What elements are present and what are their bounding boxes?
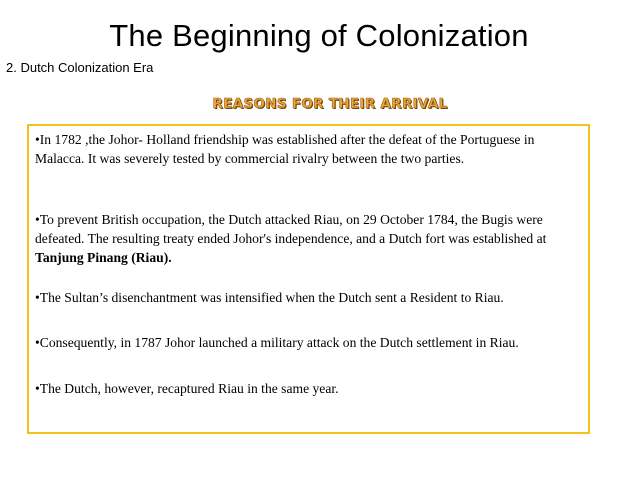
bullet-item [35,379,580,398]
bullet-text: The Sultan’s disenchantment was intensified when the Dutch sent a Resident to Riau. [39,290,504,305]
slide-subtitle: 2. Dutch Colonization Era [6,60,154,75]
bullet-marker: • [35,132,40,147]
bullet-item [35,130,580,168]
section-heading: REASONS FOR THEIR ARRIVAL [212,96,448,112]
content-box [27,124,590,434]
bullet-text: Consequently, in 1787 Johor launched a military attack on the Dutch settlement in Riau. [39,335,519,350]
bullet-marker: • [35,290,40,305]
bullet-text: The Dutch, however, recaptured Riau in the same year. [39,381,339,396]
bullet-bold-text: Tanjung Pinang (Riau). [35,250,172,265]
bullet-marker: • [35,212,40,227]
bullet-item [35,288,580,307]
bullet-item [35,333,580,352]
slide-title: The Beginning of Colonization [109,18,529,53]
bullet-marker: • [35,381,40,396]
bullet-item [35,210,580,267]
bullet-text: In 1782 ,the Johor- Holland friendship was established after the defeat of the Portuguese in Malacca. It was severely tested by commercial rivalry between the two parties. [35,132,535,166]
bullet-marker: • [35,335,40,350]
bullet-text: To prevent British occupation, the Dutch attacked Riau, on 29 October 1784, the Bugis were defeated. The resulting treaty ended Johor's independence, and a Dutch fort was established at [35,212,547,246]
